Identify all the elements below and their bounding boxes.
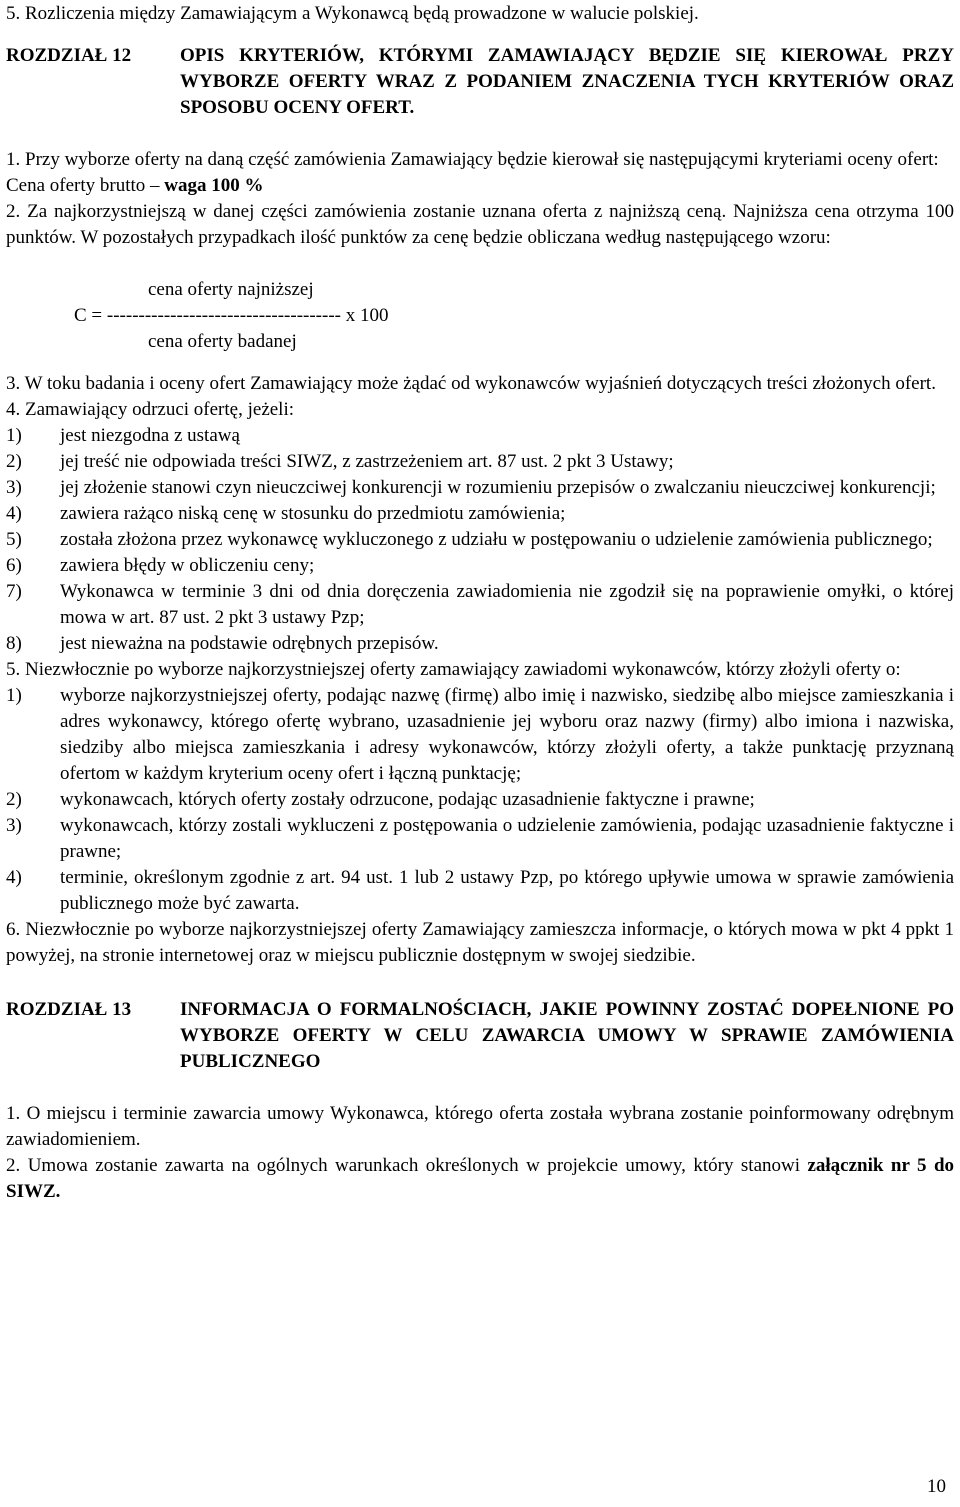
- chapter-12-label: ROZDZIAŁ 12: [6, 45, 132, 66]
- ch13-p1-number: 1.: [6, 1103, 27, 1124]
- ch13-p2-text: Umowa zostanie zawarta na ogólnych warunkach określonych w projekcie umowy, który stanowi: [27, 1155, 801, 1176]
- list-item: 2) jej treść nie odpowiada treści SIWZ, z zastrzeżeniem art. 87 ust. 2 pkt 3 Ustawy;: [6, 451, 674, 472]
- list-item: 8) jest nieważna na podstawie odrębnych przepisów.: [6, 633, 439, 654]
- chapter-12-title: OPIS KRYTERIÓW, KTÓRYMI ZAMAWIAJĄCY BĘDZIE SIĘ KIEROWAŁ PRZY WYBORZE OFERTY WRAZ Z PODANIEM ZNACZENIA TYCH KRYTERIÓW ORAZ SPOSOBU OCENY OFERT.: [180, 45, 954, 118]
- criterion-weight: waga 100 %: [164, 175, 264, 196]
- attachment-reference: załącznik nr 5 do SIWZ.: [6, 1155, 955, 1202]
- ch12-p2-number: 2.: [6, 201, 28, 222]
- ch12-paragraph-1: [6, 147, 954, 199]
- formula-lhs: C =: [74, 305, 103, 326]
- ch12-paragraph-4: [6, 397, 954, 423]
- settlement-currency-line: 5. Rozliczenia między Zamawiającym a Wykonawcą będą prowadzone w walucie polskiej.: [6, 3, 699, 24]
- ch12-p3-text: W toku badania i oceny ofert Zamawiający może żądać od wykonawców wyjaśnień dotyczących treści złożonych ofert.: [24, 373, 936, 394]
- ch12-p4-number: 4.: [6, 399, 25, 420]
- list-item: 1) wyborze najkorzystniejszej oferty, podając nazwę (firmę) albo imię i nazwisko, siedzibę albo miejsce zamieszkania i adres wykonawcy, którego ofertę wybrano, uzasadnienie jej wyboru oraz nazwy (firmy) albo imiona i nazwiska, siedziby albo miejsca zamieszkania i adresy wykonawców, którzy złożyli oferty, a także punktację przyznaną ofertom w każdym kryterium oceny ofert i łączną punktację;: [6, 685, 954, 784]
- ch13-paragraph-2: [6, 1153, 954, 1205]
- list-item: 3) wykonawcach, którzy zostali wykluczeni z postępowania o udzielenie zamówienia, podając uzasadnienie faktyczne i prawne;: [6, 815, 954, 862]
- ch12-p4-text: Zamawiający odrzuci ofertę, jeżeli:: [25, 399, 295, 420]
- ch13-paragraph-1: [6, 1101, 954, 1153]
- price-formula: [74, 277, 954, 355]
- chapter-13-heading: [6, 997, 954, 1075]
- ch12-p1-number: 1.: [6, 149, 25, 170]
- formula-fraction-line: -------------------------------------: [106, 305, 341, 326]
- list-item: 4) terminie, określonym zgodnie z art. 94 ust. 1 lub 2 ustawy Pzp, po którego upływie umowa w sprawie zamówienia publicznego może być zawarta.: [6, 867, 954, 914]
- ch13-p1-text: O miejscu i terminie zawarcia umowy Wykonawca, którego oferta została wybrana zostanie poinformowany odrębnym zawiadomieniem.: [6, 1103, 955, 1150]
- list-item: 4) zawiera rażąco niską cenę w stosunku do przedmiotu zamówienia;: [6, 503, 566, 524]
- page-number: 10: [927, 1476, 946, 1497]
- ch12-p5-number: 5.: [6, 659, 25, 680]
- chapter-12-heading: [6, 43, 954, 121]
- list-item: 2) wykonawcach, których oferty zostały odrzucone, podając uzasadnienie faktyczne i prawne;: [6, 789, 755, 810]
- list-item: 1) jest niezgodna z ustawą: [6, 425, 240, 446]
- formula-multiplier: x 100: [345, 305, 389, 326]
- ch13-p2-number: 2.: [6, 1155, 28, 1176]
- ch12-paragraph-5: [6, 657, 954, 683]
- chapter-13-label: ROZDZIAŁ 13: [6, 999, 132, 1020]
- formula-denominator: cena oferty badanej: [148, 331, 297, 352]
- ch12-p5-text: Niezwłocznie po wyborze najkorzystniejszej oferty zamawiający zawiadomi wykonawców, którzy złożyli oferty o:: [25, 659, 901, 680]
- ch12-paragraph-3: [6, 371, 954, 397]
- ch12-p2-text: Za najkorzystniejszą w danej części zamówienia zostanie uznana oferta z najniższą ceną. Najniższa cena otrzyma 100 punktów. W pozostałych przypadkach ilość punktów za cenę będzie obliczana według następującego wzoru:: [6, 201, 955, 248]
- ch12-p6-text: Niezwłocznie po wyborze najkorzystniejszej oferty Zamawiający zamieszcza informacje, o których mowa w pkt 4 ppkt 1 powyżej, na stronie internetowej oraz w miejscu publicznie dostępnym w swojej siedzibie.: [6, 919, 954, 966]
- list-item: 3) jej złożenie stanowi czyn nieuczciwej konkurencji w rozumieniu przepisów o zwalczaniu nieuczciwej konkurencji;: [6, 477, 936, 498]
- chapter-13-title: INFORMACJA O FORMALNOŚCIACH, JAKIE POWINNY ZOSTAĆ DOPEŁNIONE PO WYBORZE OFERTY W CELU ZAWARCIA UMOWY W SPRAWIE ZAMÓWIENIA PUBLICZNEGO: [180, 999, 954, 1072]
- rejection-list: [6, 423, 954, 657]
- ch12-paragraph-2: [6, 199, 954, 251]
- ch12-p1-text: Przy wyborze oferty na daną część zamówienia Zamawiający będzie kierował się następującymi kryteriami oceny ofert:: [25, 149, 939, 170]
- list-item: 7) Wykonawca w terminie 3 dni od dnia doręczenia zawiadomienia nie zgodził się na poprawienie omyłki, o której mowa w art. 87 ust. 2 pkt 3 ustawy Pzp;: [6, 581, 954, 628]
- document-page: [6, 1, 954, 1205]
- ch12-paragraph-6: [6, 917, 954, 969]
- notification-list: [6, 683, 954, 917]
- ch12-p3-number: 3.: [6, 373, 25, 394]
- ch12-p6-number: 6.: [6, 919, 26, 940]
- formula-numerator: cena oferty najniższej: [148, 279, 314, 300]
- list-item: 5) została złożona przez wykonawcę wykluczonego z udziału w postępowaniu o udzielenie zamówienia publicznego;: [6, 529, 933, 550]
- list-item: 6) zawiera błędy w obliczeniu ceny;: [6, 555, 315, 576]
- criterion-price: Cena oferty brutto –: [6, 175, 165, 196]
